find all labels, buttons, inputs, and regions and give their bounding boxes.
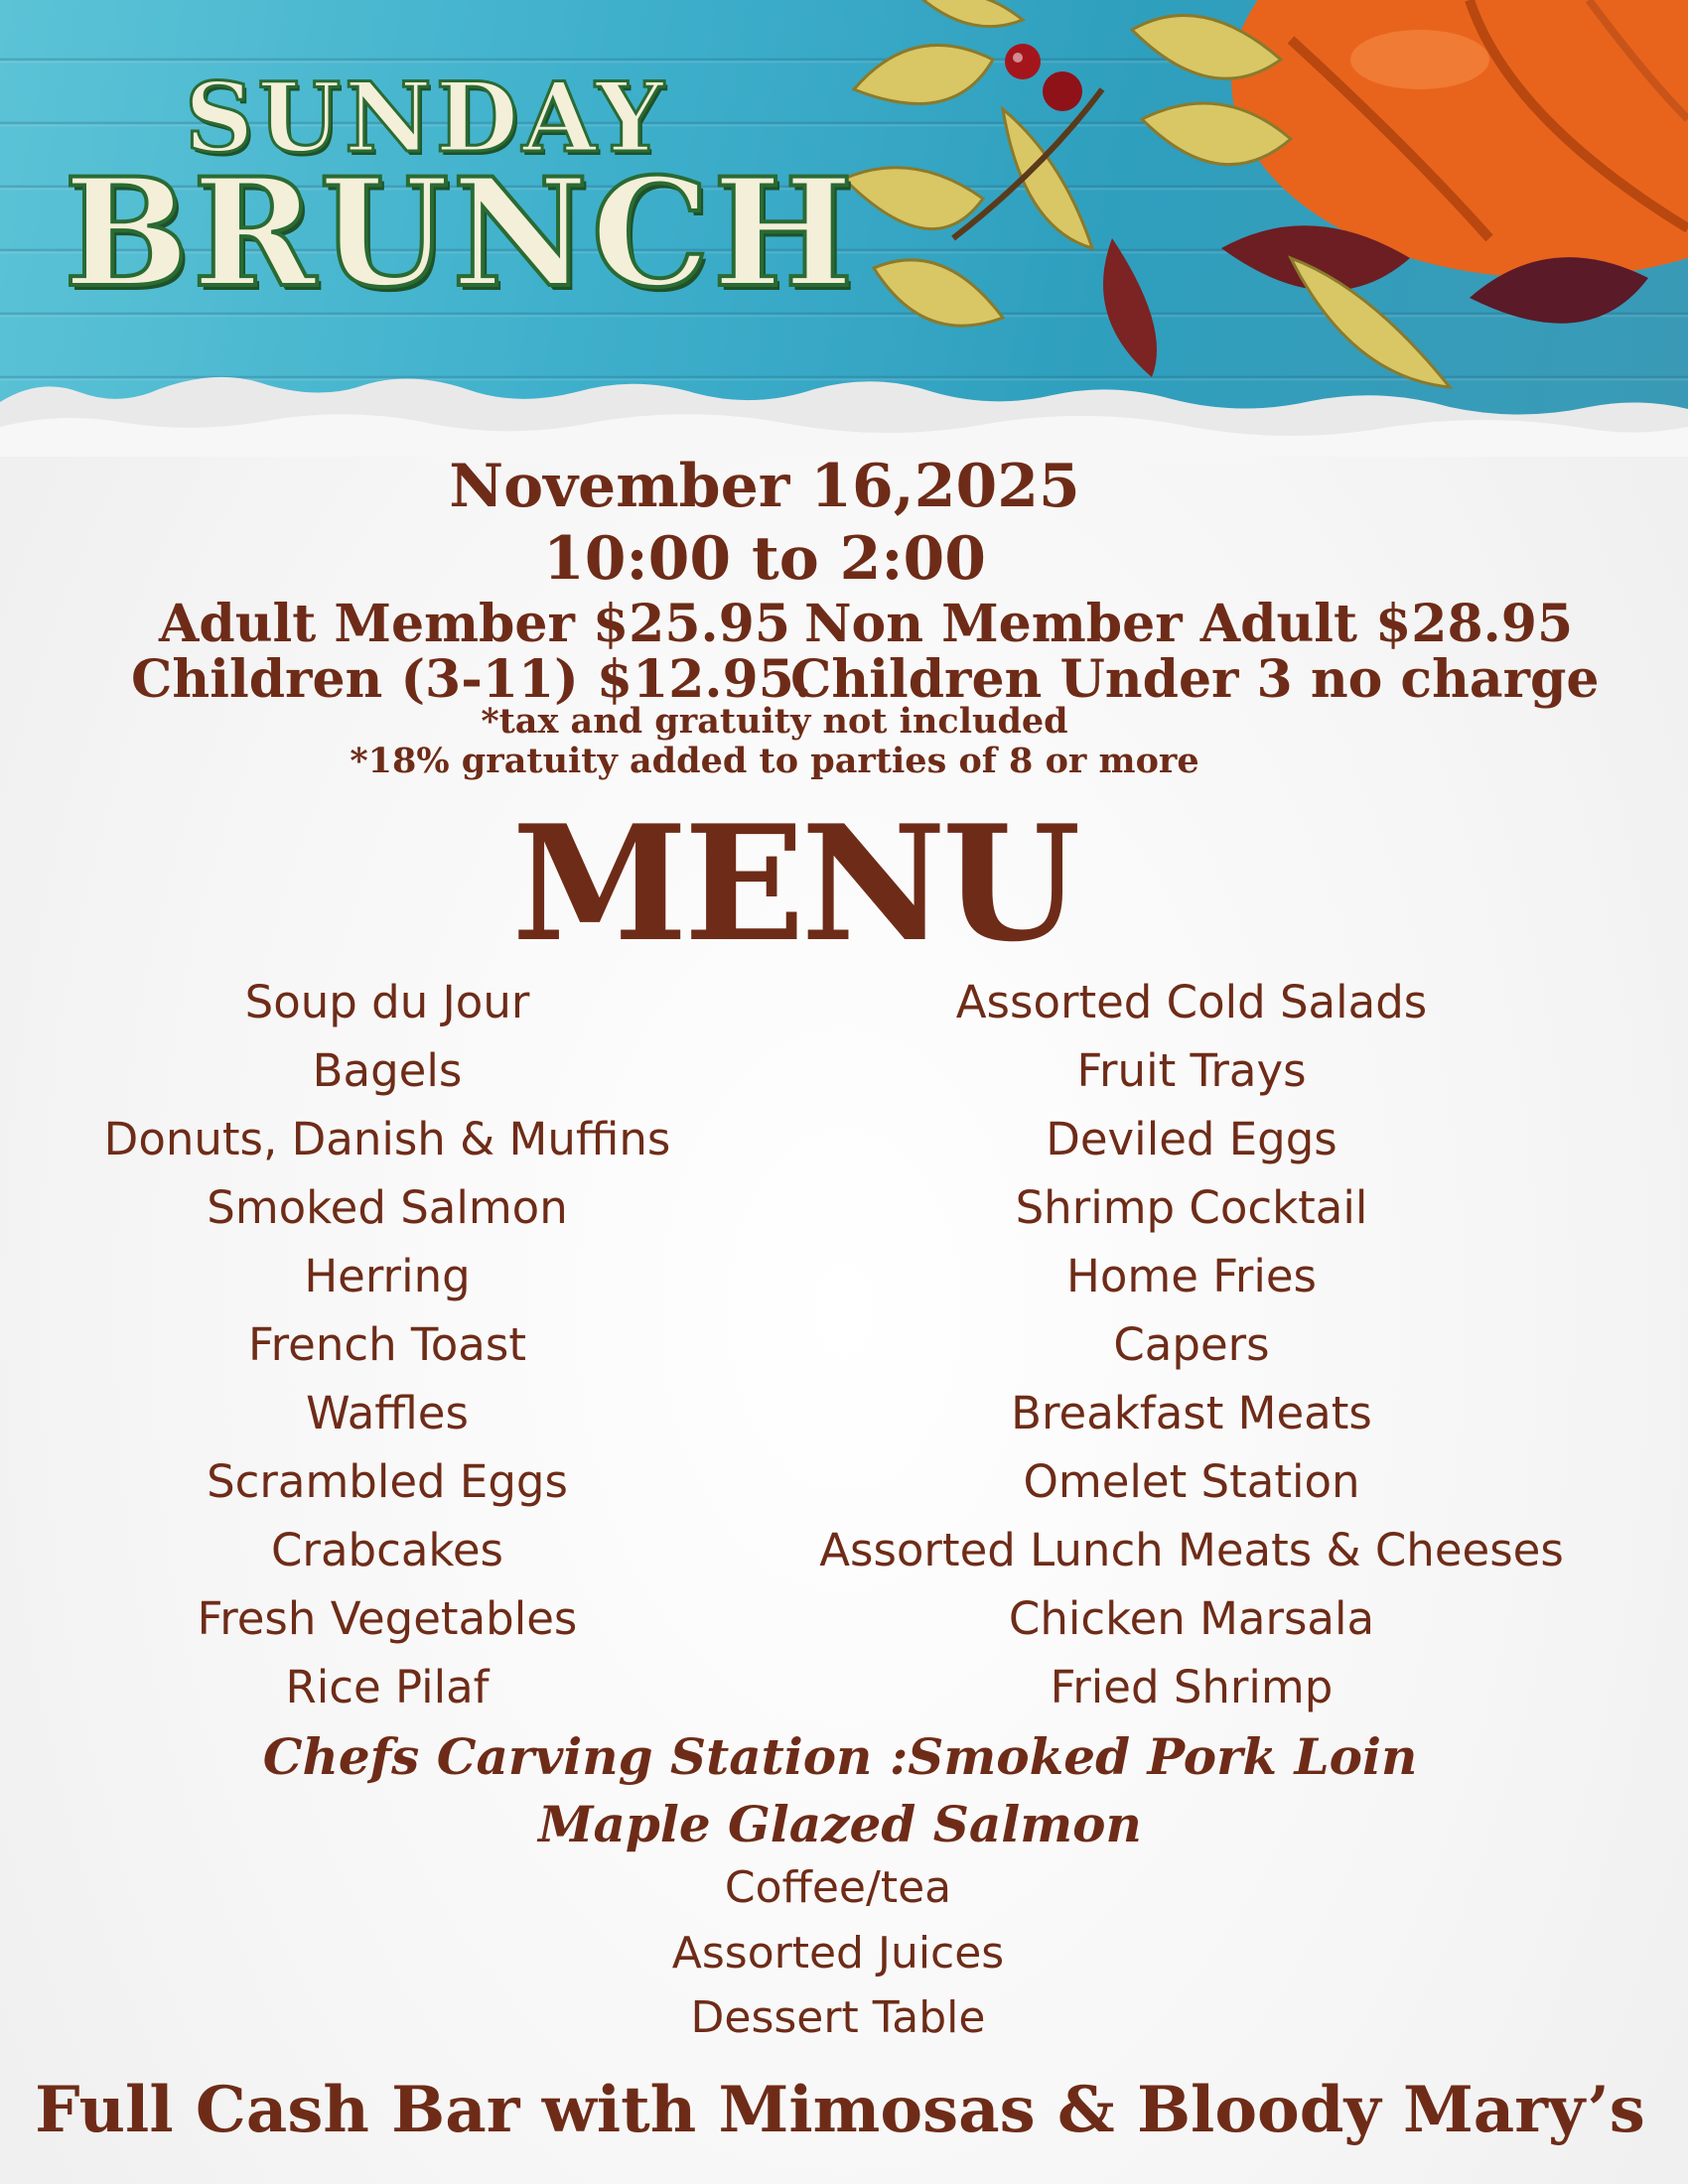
menu-item: Fried Shrimp: [1050, 1661, 1334, 1713]
price-adult-member: Adult Member $25.95: [159, 594, 791, 654]
menu-item: Donuts, Danish & Muffins: [103, 1113, 671, 1165]
menu-item: Deviled Eggs: [1046, 1113, 1337, 1165]
menu-extra-item: Assorted Juices: [671, 1928, 1005, 1979]
title-sunday: SUNDAY: [185, 62, 668, 174]
menu-item: Waffles: [306, 1387, 469, 1439]
menu-item: Capers: [1113, 1318, 1270, 1371]
menu-extra-item: Dessert Table: [690, 1992, 986, 2043]
event-date: November 16,2025: [449, 452, 1080, 521]
berry-icon: [1005, 44, 1082, 111]
menu-item: Assorted Cold Salads: [955, 976, 1428, 1028]
header-banner: [0, 0, 1688, 437]
special-carving-station: Chefs Carving Station :Smoked Pork Loin: [262, 1727, 1418, 1786]
menu-item: Fresh Vegetables: [197, 1592, 578, 1645]
event-time: 10:00 to 2:00: [542, 524, 987, 594]
special-maple-salmon: Maple Glazed Salmon: [538, 1795, 1142, 1853]
menu-item: Fruit Trays: [1076, 1044, 1307, 1097]
menu-item: Soup du Jour: [244, 976, 530, 1028]
menu-item: Breakfast Meats: [1011, 1387, 1372, 1439]
menu-item: Chicken Marsala: [1008, 1592, 1375, 1645]
menu-item: Bagels: [312, 1044, 463, 1097]
title-brunch: BRUNCH: [64, 146, 857, 321]
price-children-under-3: Children Under 3 no charge: [790, 649, 1600, 710]
menu-item: Herring: [304, 1250, 471, 1302]
price-non-member-adult: Non Member Adult $28.95: [804, 594, 1574, 654]
menu-item: Omelet Station: [1023, 1455, 1360, 1508]
menu-item: Smoked Salmon: [207, 1181, 568, 1234]
footer-cash-bar: Full Cash Bar with Mimosas & Bloody Mary’s: [35, 2073, 1645, 2147]
menu-item: Shrimp Cocktail: [1015, 1181, 1368, 1234]
menu-heading: MENU: [511, 790, 1077, 977]
note-tax: *tax and gratuity not included: [481, 701, 1068, 742]
menu-item: Assorted Lunch Meats & Cheeses: [819, 1524, 1564, 1576]
menu-column-left: [10, 973, 765, 1726]
menu-item: Rice Pilaf: [285, 1661, 490, 1713]
menu-column-right: [814, 973, 1569, 1726]
menu-item: Home Fries: [1066, 1250, 1317, 1302]
price-children: Children (3-11) $12.95.: [131, 649, 813, 710]
note-gratuity: *18% gratuity added to parties of 8 or more: [350, 741, 1199, 781]
menu-item: Crabcakes: [271, 1524, 503, 1576]
menu-extra-item: Coffee/tea: [724, 1862, 952, 1913]
menu-item: French Toast: [248, 1318, 526, 1371]
menu-item: Scrambled Eggs: [207, 1455, 568, 1508]
